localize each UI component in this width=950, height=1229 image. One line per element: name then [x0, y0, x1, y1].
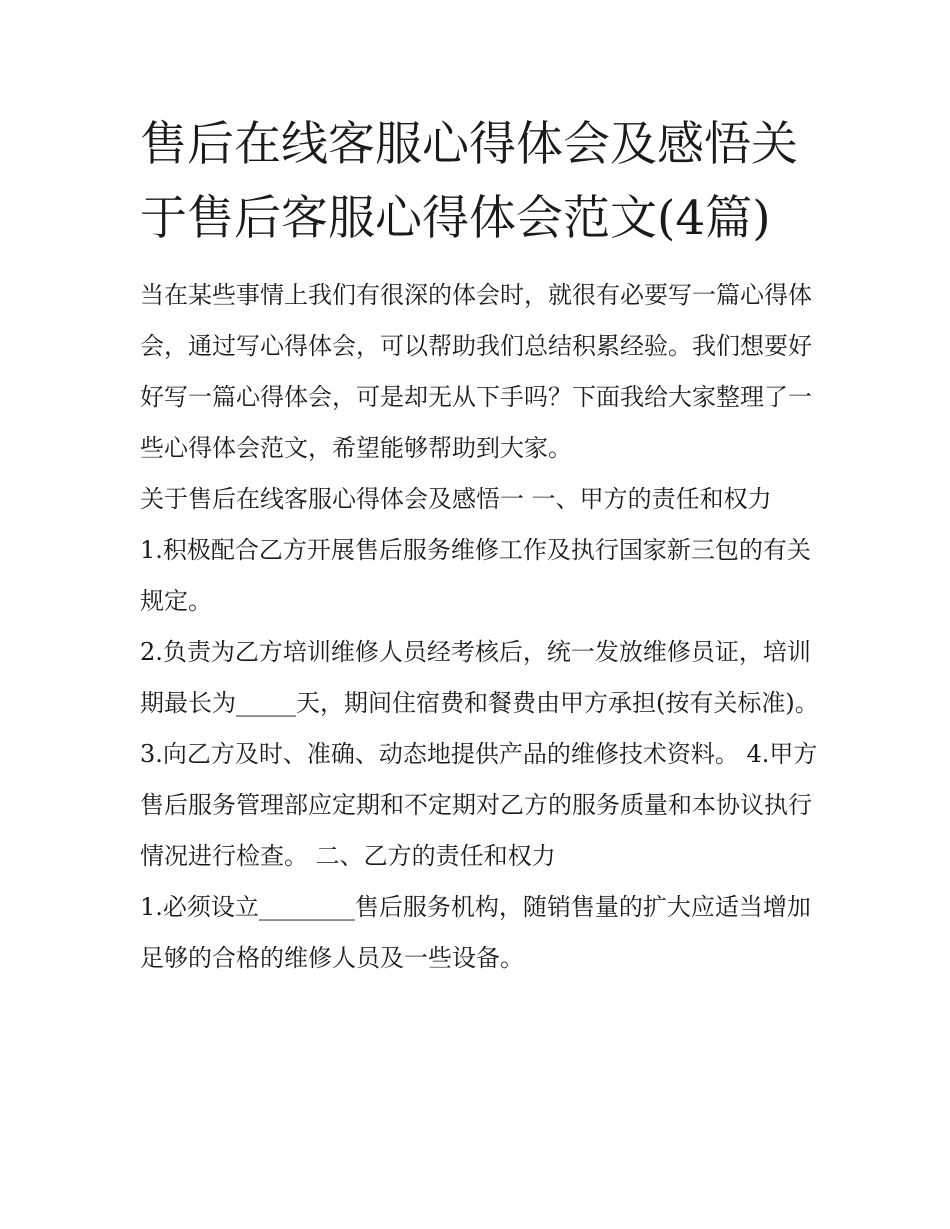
intro-paragraph: 当在某些事情上我们有很深的体会时，就很有必要写一篇心得体会，通过写心得体会，可以帮助我们总结积累经验。我们想要好好写一篇心得体会，可是却无从下手吗？下面我给大家整理了一些心得体会范文，希望能够帮助到大家。 — [140, 281, 812, 462]
clause-2-paragraph: 2.负责为乙方培训维修人员经考核后，统一发放维修员证，培训期最长为_____天，期间住宿费和餐费由甲方承担(按有关标准)。 — [140, 638, 819, 717]
clause-3-4-paragraph: 3.向乙方及时、准确、动态地提供产品的维修技术资料。 4.甲方售后服务管理部应定期和不定期对乙方的服务质量和本协议执行情况进行检查。 二、乙方的责任和权力 — [140, 740, 818, 870]
document-page — [140, 108, 820, 984]
section-heading-paragraph: 关于售后在线客服心得体会及感悟一 一、甲方的责任和权力 — [140, 485, 772, 513]
party-b-clause-1-paragraph: 1.必须设立________售后服务机构，随销售量的扩大应适当增加足够的合格的维修人员及一些设备。 — [140, 893, 811, 972]
document-title: 售后在线客服心得体会及感悟关于售后客服心得体会范文(4篇) — [140, 117, 798, 246]
clause-1-paragraph: 1.积极配合乙方开展售后服务维修工作及执行国家新三包的有关规定。 — [140, 536, 811, 615]
